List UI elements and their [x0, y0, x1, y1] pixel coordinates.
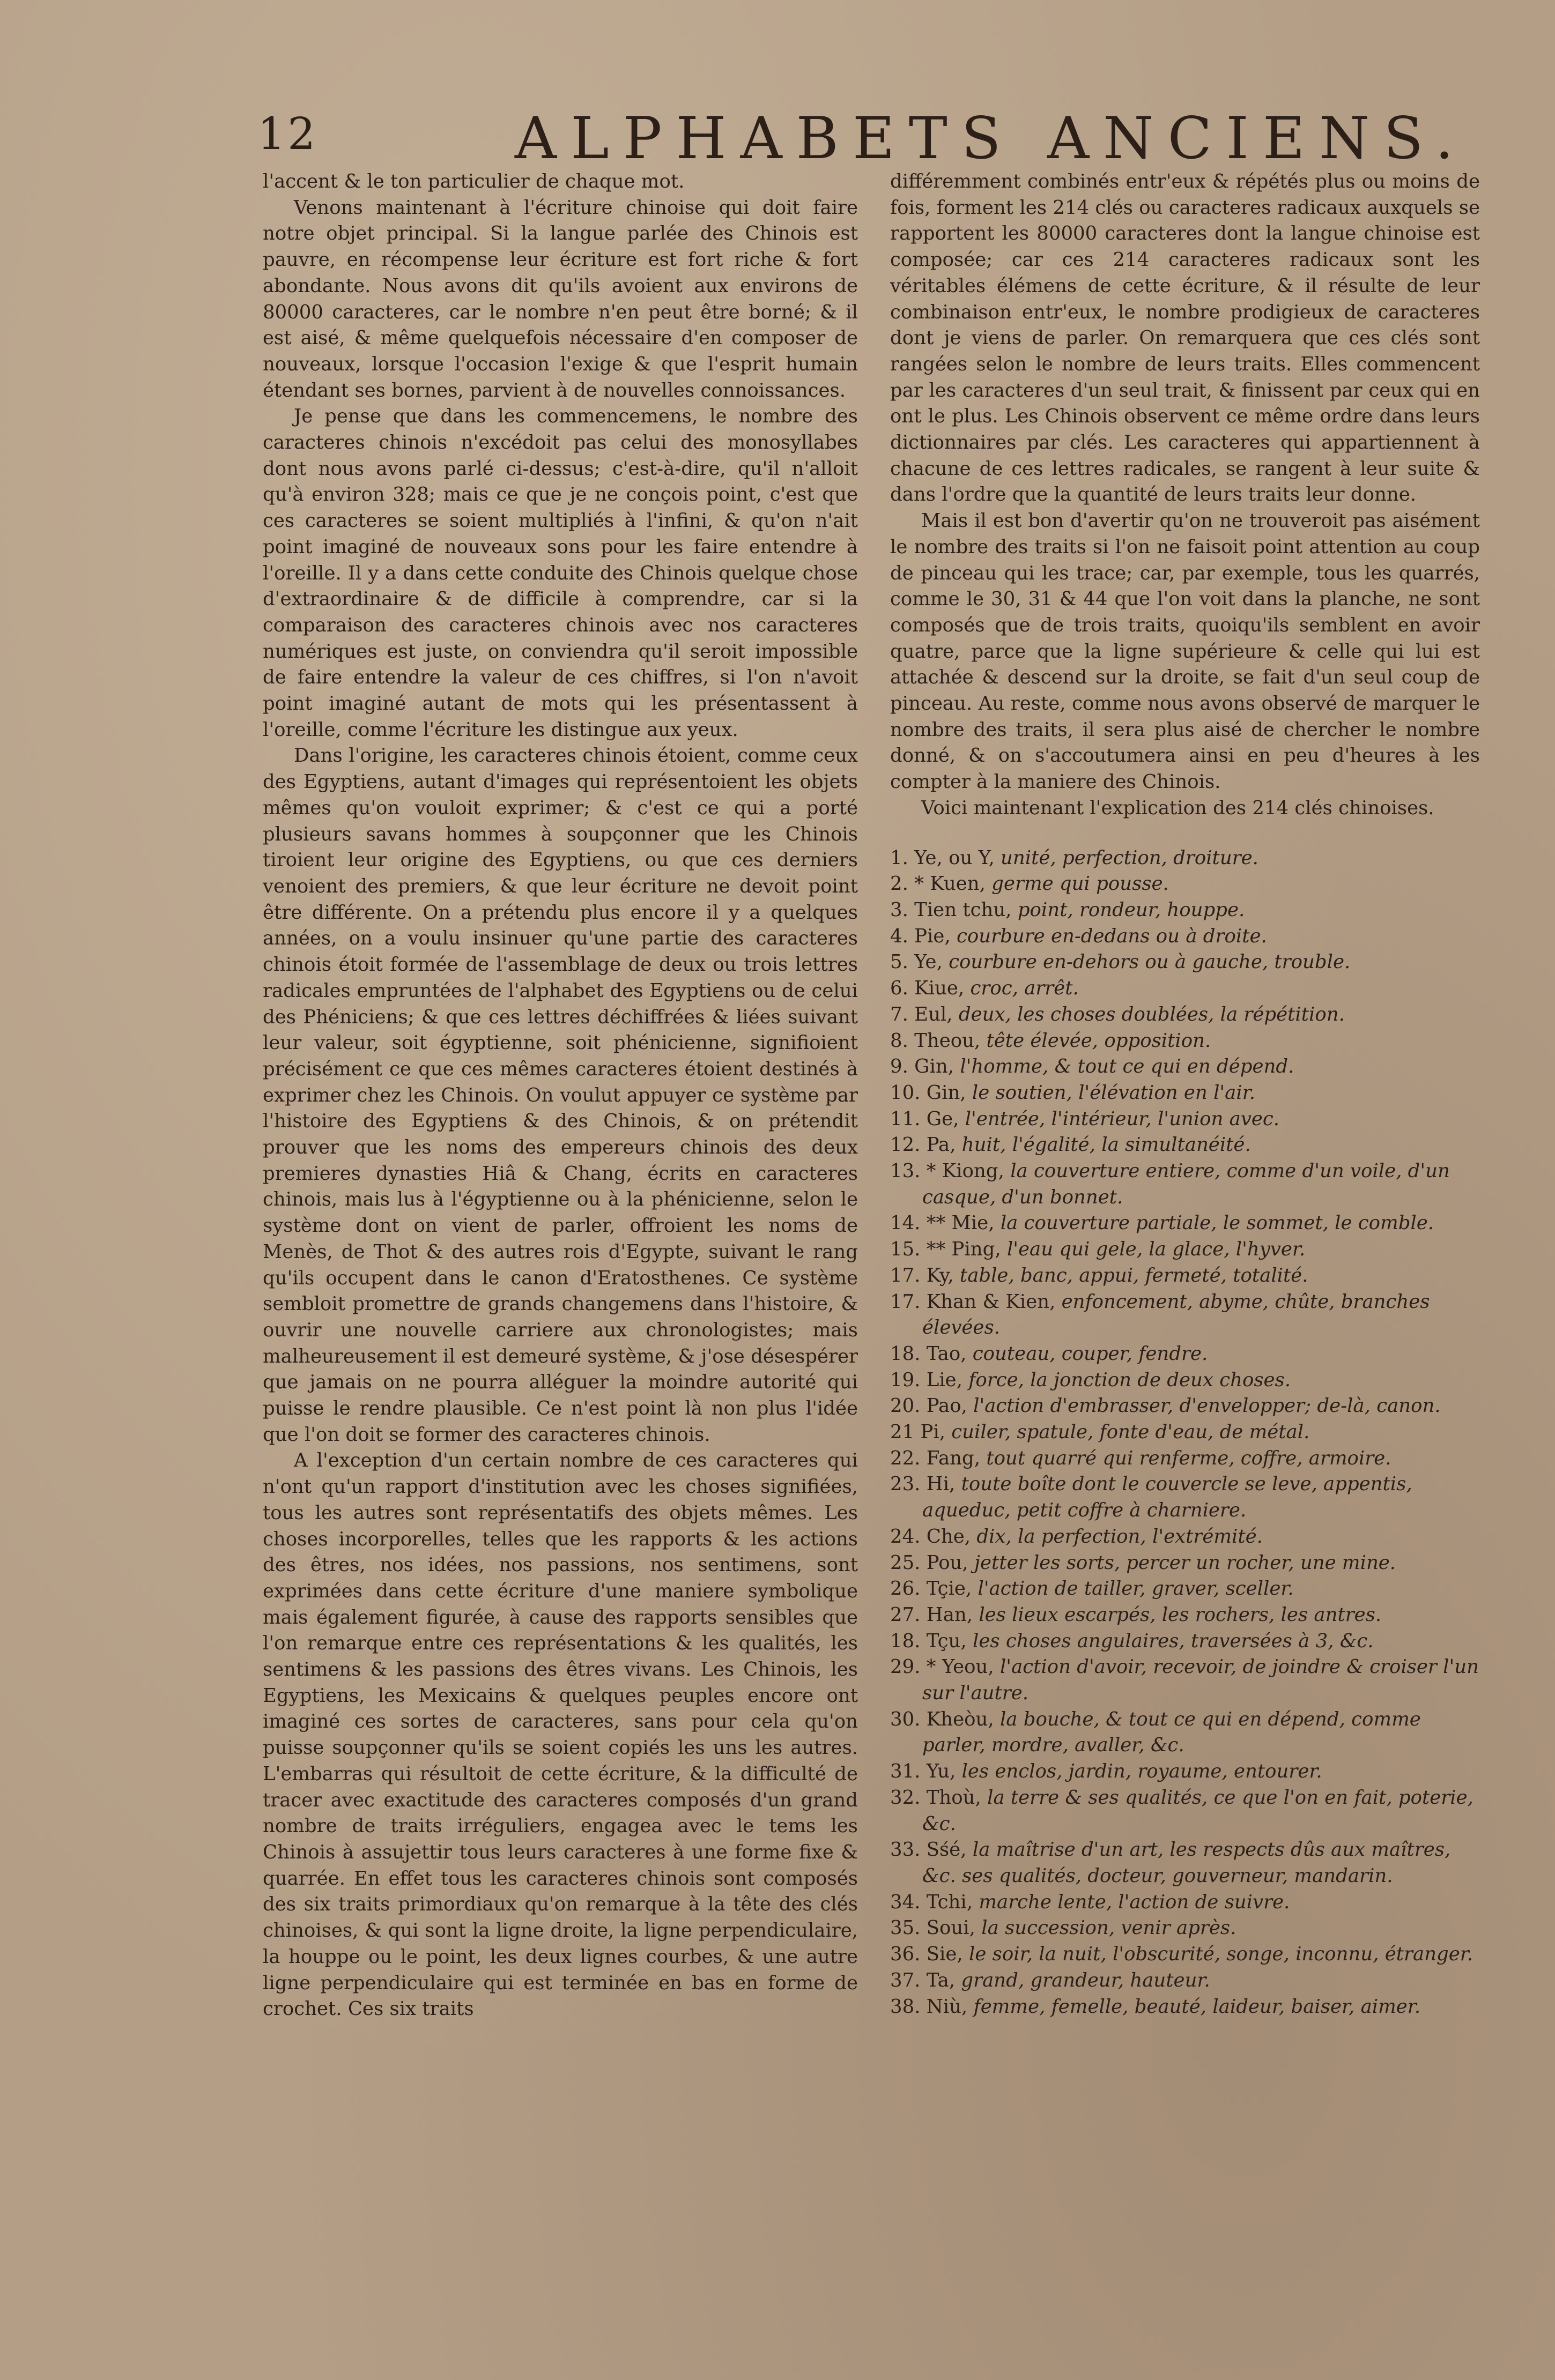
radical-key-item: [890, 1210, 1480, 1237]
key-list-intro: Voici maintenant l'explication des 214 clés chinoises.: [921, 797, 1434, 819]
radical-key-gloss: la terre & ses qualités, ce que l'on en fait, poterie, &c.: [922, 1786, 1473, 1835]
radical-key-item: [890, 897, 1480, 924]
radical-key-gloss: la couverture partiale, le sommet, le comble.: [1000, 1212, 1434, 1234]
radical-key-item: [890, 1080, 1480, 1106]
radical-key-term: 11. Ge,: [890, 1107, 959, 1130]
radical-key-gloss: courbure en-dehors ou à gauche, trouble.: [949, 951, 1351, 973]
radical-key-gloss: la bouche, & tout ce qui en dépend, comme parler, mordre, avaller, &c.: [922, 1708, 1421, 1757]
radical-key-gloss: deux, les choses doublées, la répétition.: [958, 1003, 1345, 1025]
radical-key-item: [890, 1550, 1480, 1576]
running-title: ALPHABETS ANCIENS.: [515, 105, 1468, 172]
paragraph: A l'exception d'un certain nombre de ces caracteres qui n'ont qu'un rapport d'institution avec les choses signifiées, tous les autres sont représentatifs des objets mêmes. Les choses incorporelles, telles que les rapports & les actions des êtres, nos idées, nos passions, nos sentimens, sont exprimées dans cette écriture d'une maniere symbolique mais également figurée, à cause des rapports sensibles que l'on remarque entre ces représentations & les qualités, les sentimens & les passions des êtres vivans. Les Chinois, les Egyptiens, les Mexicains & quelques peuples encore ont imaginé ces sortes de caracteres, sans pour cela qu'on puisse soupçonner qu'ils se soient copiés les uns les autres. L'embarras qui résultoit de cette écriture, & la difficulté de tracer avec exactitude des caracteres composés d'un grand nombre de traits irréguliers, engagea avec le tems les Chinois à assujettir tous leurs caracteres à une forme fixe & quarrée. En effet tous les caracteres chinois sont composés des six traits primordiaux qu'on remarque à la tête des clés chinoises, & qui sont la ligne droite, la ligne perpendiculaire, la houppe ou le point, les deux lignes courbes, & une autre ligne perpendiculaire qui est terminée en bas en forme de crochet. Ces six traits: [263, 1449, 858, 2020]
radical-key-term: 30. Kheòu,: [890, 1708, 994, 1730]
radical-key-term: 21 Pi,: [890, 1421, 945, 1444]
radical-key-gloss: la maîtrise d'un art, les respects dûs aux maîtres, &c. ses qualités, docteur, gouverneur, mandarin.: [922, 1839, 1451, 1887]
radical-key-gloss: point, rondeur, houppe.: [1017, 898, 1245, 921]
radical-key-term: 20. Pao,: [890, 1395, 967, 1417]
radical-key-gloss: la couverture entiere, comme d'un voile, d'un casque, d'un bonnet.: [922, 1160, 1450, 1208]
radical-key-item: [890, 1289, 1480, 1341]
radical-key-gloss: tête élevée, opposition.: [986, 1029, 1211, 1052]
radical-key-gloss: croc, arrêt.: [970, 977, 1079, 1000]
left-column: [263, 169, 858, 2022]
paragraph: Venons maintenant à l'écriture chinoise qui doit faire notre objet principal. Si la langue parlée des Chinois est pauvre, en récompense leur écriture est fort riche & fort abondante. Nous avons dit qu'ils avoient aux environs de 80000 caracteres, car le nombre n'en peut être borné; & il est aisé, & même quelquefois nécessaire d'en composer de nouveaux, lorsque l'occasion l'exige & que l'esprit humain étendant ses bornes, parvient à de nouvelles connoissances.: [263, 196, 858, 401]
radical-key-term: 5. Ye,: [890, 951, 943, 973]
radical-key-item: [890, 1393, 1480, 1419]
paragraph: Je pense que dans les commencemens, le nombre des caracteres chinois n'excédoit pas celui des monosyllabes dont nous avons parlé ci-dessus; c'est-à-dire, qu'il n'alloit qu'à environ 328; mais ce que je ne conçois point, c'est que ces caracteres se soient multipliés à l'infini, & qu'on n'ait point imaginé de nouveaux sons pour les faire entendre à l'oreille. Il y a dans cette conduite des Chinois quelque chose d'extraordinaire & de difficile à comprendre, car si la comparaison des caracteres chinois avec nos caracteres numériques est juste, on conviendra qu'il seroit impossible de faire entendre la valeur de ces chiffres, si l'on n'avoit point imaginé autant de mots qui les présentassent à l'oreille, comme l'écriture les distingue aux yeux.: [263, 405, 858, 741]
radical-key-item: [890, 1915, 1480, 1942]
radical-key-item: [890, 1837, 1480, 1889]
radical-key-item: [890, 1028, 1480, 1054]
radical-key-list: [890, 845, 1480, 2020]
radical-key-item: [890, 1576, 1480, 1602]
radical-key-gloss: les choses angulaires, traversées à 3, &c.: [973, 1630, 1374, 1652]
radical-key-gloss: le soutien, l'élévation en l'air.: [972, 1081, 1256, 1104]
radical-key-gloss: l'entrée, l'intérieur, l'union avec.: [965, 1107, 1280, 1130]
radical-key-item: [890, 1707, 1480, 1759]
radical-key-item: [890, 1602, 1480, 1628]
radical-key-term: 38. Niù,: [890, 1995, 968, 2018]
radical-key-item: [890, 1968, 1480, 1994]
radical-key-item: [890, 1002, 1480, 1028]
radical-key-term: 35. Soui,: [890, 1917, 975, 1939]
radical-key-gloss: l'action d'avoir, recevoir, de joindre & croiser l'un sur l'autre.: [922, 1656, 1479, 1705]
radical-key-item: [890, 1628, 1480, 1655]
radical-key-item: [890, 1446, 1480, 1472]
radical-key-item: [890, 1237, 1480, 1263]
page-number: 12: [257, 109, 318, 160]
radical-key-gloss: grand, grandeur, hauteur.: [961, 1969, 1210, 1991]
radical-key-term: 18. Tçu,: [890, 1630, 967, 1652]
radical-key-term: 15. ** Ping,: [890, 1238, 1001, 1261]
radical-key-gloss: force, la jonction de deux choses.: [968, 1368, 1291, 1391]
radical-key-gloss: germe qui pousse.: [991, 873, 1169, 895]
radical-key-term: 12. Pa,: [890, 1134, 956, 1156]
radical-key-gloss: femme, femelle, beauté, laideur, baiser, aimer.: [973, 1995, 1421, 2018]
radical-key-item: [890, 1994, 1480, 2020]
radical-key-item: [890, 845, 1480, 872]
radical-key-term: 18. Tao,: [890, 1342, 967, 1365]
radical-key-gloss: le soir, la nuit, l'obscurité, songe, inconnu, étranger.: [969, 1943, 1473, 1966]
radical-key-term: 25. Pou,: [890, 1551, 968, 1574]
radical-key-term: 17. Khan & Kien,: [890, 1290, 1056, 1313]
radical-key-gloss: la succession, venir après.: [981, 1917, 1236, 1939]
radical-key-item: [890, 871, 1480, 897]
paragraph: l'accent & le ton particulier de chaque mot.: [263, 170, 685, 192]
radical-key-term: 34. Tchi,: [890, 1891, 973, 1913]
paragraph: Dans l'origine, les caracteres chinois étoient, comme ceux des Egyptiens, autant d'images qui représentoient les objets mêmes qu'on vouloit exprimer; & c'est ce qui a porté plusieurs savans hommes à soupçonner que les Chinois tiroient leur origine des Egyptiens, ou que ces derniers venoient des premiers, & que leur écriture ne devoit point être différente. On a prétendu plus encore il y a quelques années, on a voulu insinuer qu'une partie des caracteres chinois étoit formée de l'assemblage de deux ou trois lettres radicales empruntées de l'alphabet des Egyptiens ou de celui des Phéniciens; & que ces lettres déchiffrées & liées suivant leur valeur, soit égyptienne, soit phénicienne, signifioient précisément ce que ces mêmes caracteres étoient destinés à exprimer chez les Chinois. On voulut appuyer ce système par l'histoire des Egyptiens & des Chinois, & on prétendit prouver que les noms des empereurs chinois des deux premieres dynasties Hiâ & Chang, écrits en caracteres chinois, mais lus à l'égyptienne ou à la phénicienne, selon le système dont on vient de parler, offroient les noms de Menès, de Thot & des autres rois d'Egypte, suivant le rang qu'ils occupent dans le canon d'Eratosthenes. Ce système sembloit promettre de grands changemens dans l'histoire, & ouvrir une nouvelle carriere aux chronologistes; mais malheureusement il est demeuré système, & j'ose désespérer que jamais on ne pourra alléguer la moindre autorité qui puisse le rendre plausible. Ce n'est point là non plus l'idée que l'on doit se former des caracteres chinois.: [263, 745, 858, 1446]
radical-key-item: [890, 1471, 1480, 1523]
radical-key-item: [890, 1942, 1480, 1968]
radical-key-term: 4. Pie,: [890, 925, 951, 947]
radical-key-term: 23. Hi,: [890, 1473, 956, 1496]
radical-key-term: 7. Eul,: [890, 1003, 953, 1025]
radical-key-item: [890, 924, 1480, 950]
radical-key-term: 9. Gin,: [890, 1055, 954, 1078]
radical-key-item: [890, 949, 1480, 976]
radical-key-item: [890, 1890, 1480, 1916]
paragraph: différemment combinés entr'eux & répétés plus ou moins de fois, forment les 214 clés ou caracteres radicaux auxquels se rapportent les 80000 caracteres dont la langue chinoise est composée; car ces 214 caracteres radicaux sont les véritables élémens de cette écriture, & il résulte de leur combinaison entr'eux, le nombre prodigieux de caracteres dont je viens de parler. On remarquera que ces clés sont rangées selon le nombre de leurs traits. Elles commencent par les caracteres d'un seul trait, & finissent par ceux qui en ont le plus. Les Chinois observent ce même ordre dans leurs dictionnaires par clés. Les caracteres qui appartiennent à chacune de ces lettres radicales, se rangent à leur suite & dans l'ordre que la quantité de leurs traits leur donne.: [890, 170, 1480, 506]
radical-key-term: 37. Ta,: [890, 1969, 956, 1991]
radical-key-term: 26. Tçie,: [890, 1578, 972, 1600]
radical-key-gloss: les lieux escarpés, les rochers, les antres.: [979, 1603, 1382, 1626]
paragraph: Mais il est bon d'avertir qu'on ne trouveroit pas aisément le nombre des traits si l'on ne faisoit point attention au coup de pinceau qui les trace; car, par exemple, tous les quarrés, comme le 30, 31 & 44 que l'on voit dans la planche, ne sont composés que de trois traits, quoiqu'ils semblent en avoir quatre, parce que la ligne supérieure & celle qui lui est attachée & descend sur la droite, se fait d'un seul coup de pinceau. Au reste, comme nous avons observé de marquer le nombre des traits, il sera plus aisé de chercher le nombre donné, & on s'accoutumera ainsi en peu d'heures à les compter à la maniere des Chinois.: [890, 510, 1480, 793]
radical-key-term: 31. Yu,: [890, 1760, 956, 1783]
radical-key-item: [890, 1654, 1480, 1706]
radical-key-term: 3. Tien tchu,: [890, 898, 1012, 921]
radical-key-gloss: table, banc, appui, fermeté, totalité.: [959, 1264, 1308, 1286]
radical-key-term: 29. * Yeou,: [890, 1656, 994, 1678]
radical-key-item: [890, 1759, 1480, 1785]
radical-key-gloss: l'action de tailler, graver, sceller.: [978, 1578, 1294, 1600]
right-column: [890, 169, 1480, 2020]
radical-key-gloss: unité, perfection, droiture.: [1001, 846, 1258, 869]
radical-key-gloss: enfoncement, abyme, chûte, branches élevées.: [922, 1290, 1430, 1339]
radical-key-gloss: l'homme, & tout ce qui en dépend.: [960, 1055, 1294, 1078]
radical-key-item: [890, 1263, 1480, 1289]
radical-key-gloss: marche lente, l'action de suivre.: [979, 1891, 1290, 1913]
radical-key-term: 24. Che,: [890, 1525, 971, 1548]
radical-key-term: 17. Ky,: [890, 1264, 954, 1286]
radical-key-gloss: courbure en-dedans ou à droite.: [957, 925, 1267, 947]
radical-key-gloss: huit, l'égalité, la simultanéité.: [961, 1134, 1251, 1156]
radical-key-item: [890, 1785, 1480, 1837]
radical-key-term: 8. Theou,: [890, 1029, 981, 1052]
radical-key-term: 14. ** Mie,: [890, 1212, 995, 1234]
radical-key-term: 2. * Kuen,: [890, 873, 986, 895]
radical-key-term: 19. Lie,: [890, 1368, 962, 1391]
radical-key-gloss: l'action d'embrasser, d'envelopper; de-là, canon.: [973, 1395, 1441, 1417]
radical-key-gloss: tout quarré qui renferme, coffre, armoire.: [986, 1447, 1391, 1469]
radical-key-item: [890, 1132, 1480, 1158]
radical-key-item: [890, 1158, 1480, 1210]
radical-key-item: [890, 1367, 1480, 1394]
radical-key-gloss: couteau, couper, fendre.: [972, 1342, 1208, 1365]
radical-key-term: 10. Gin,: [890, 1081, 966, 1104]
radical-key-term: 6. Kiue,: [890, 977, 965, 1000]
radical-key-gloss: jetter les sorts, percer un rocher, une mine.: [974, 1551, 1396, 1574]
radical-key-gloss: les enclos, jardin, royaume, entourer.: [961, 1760, 1322, 1783]
radical-key-term: 36. Sie,: [890, 1943, 963, 1966]
radical-key-item: [890, 1524, 1480, 1550]
radical-key-gloss: cuiler, spatule, fonte d'eau, de métal.: [951, 1421, 1310, 1444]
radical-key-term: 22. Fang,: [890, 1447, 981, 1469]
radical-key-item: [890, 1106, 1480, 1133]
radical-key-term: 13. * Kiong,: [890, 1160, 1004, 1182]
radical-key-gloss: dix, la perfection, l'extrémité.: [976, 1525, 1263, 1548]
radical-key-item: [890, 1341, 1480, 1367]
radical-key-gloss: toute boîte dont le couvercle se leve, appentis, aqueduc, petit coffre à charniere.: [922, 1473, 1412, 1522]
radical-key-term: 32. Thoù,: [890, 1786, 981, 1809]
radical-key-item: [890, 976, 1480, 1002]
radical-key-gloss: l'eau qui gele, la glace, l'hyver.: [1006, 1238, 1306, 1261]
radical-key-item: [890, 1054, 1480, 1080]
radical-key-term: 27. Han,: [890, 1603, 973, 1626]
radical-key-term: 33. Sśé,: [890, 1839, 967, 1861]
radical-key-term: 1. Ye, ou Y,: [890, 846, 995, 869]
radical-key-item: [890, 1419, 1480, 1446]
